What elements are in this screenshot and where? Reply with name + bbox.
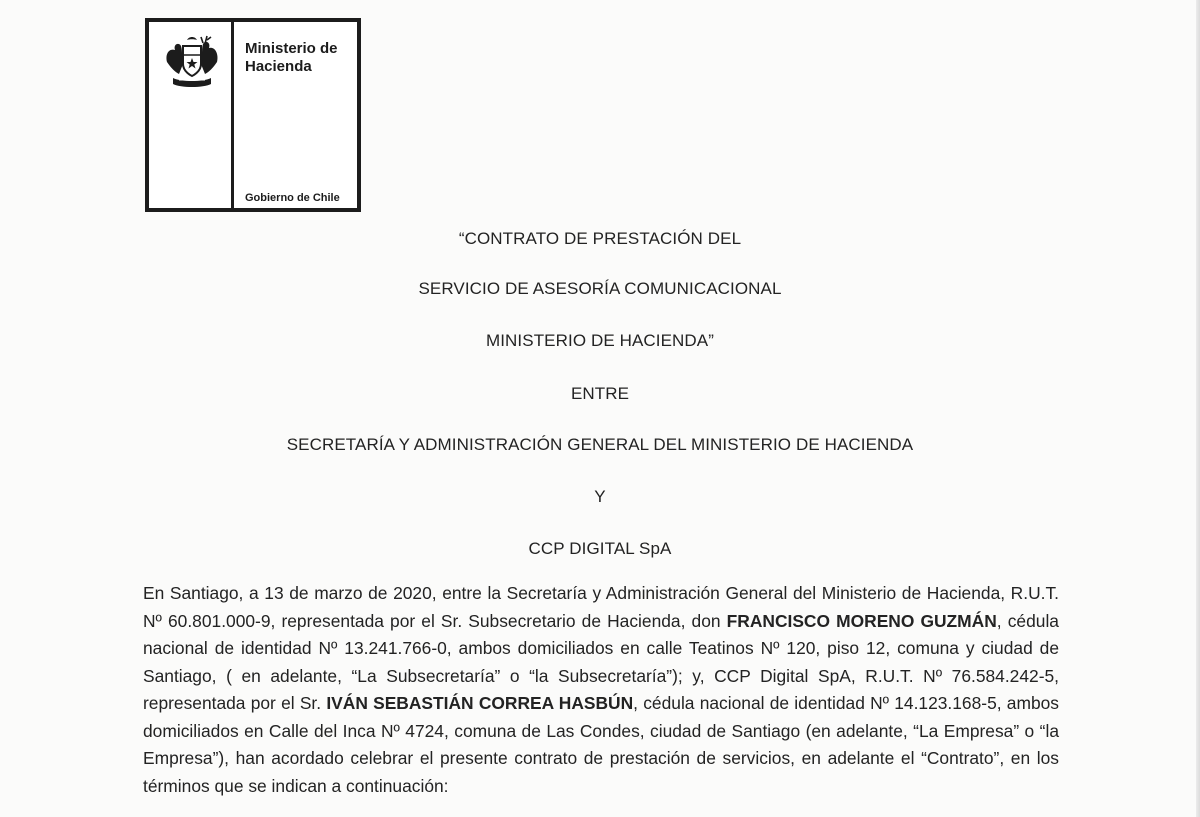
paragraph-part-1: En Santiago, a 13 de marzo de 2020, entre la Secretaría y Administración General del Ministerio de Hacienda, R.U.T. Nº 60.801.000-9, representada por el Sr. Subsecretario de Hacienda, don (143, 583, 1059, 631)
title-line-4: ENTRE (570, 384, 630, 403)
representative-name-2: IVÁN SEBASTIÁN CORREA HASBÚN (326, 693, 634, 713)
paragraph-part-3: , cédula nacional de identidad Nº 14.123.168-5, ambos domiciliados en Calle del Inca Nº 4724, comuna de Las Condes, ciudad de Santiago (en adelante, “La Empresa” o “la Empresa”), han acordado celebrar el presente contrato de prestación de servicios, en adelante el “Contrato”, en los términos que se indican a continuación: (143, 693, 1059, 796)
ministry-name-line1: Ministerio de (245, 40, 338, 57)
title-line-3: MINISTERIO DE HACIENDA” (485, 331, 715, 350)
government-label: Gobierno de Chile (245, 192, 340, 204)
representative-name-1: FRANCISCO MORENO GUZMÁN (726, 610, 997, 631)
ministry-logo (145, 18, 361, 212)
ministry-name-line2: Hacienda (245, 58, 312, 75)
title-line-2: SERVICIO DE ASESORÍA COMUNICACIONAL (418, 279, 782, 298)
chile-coat-of-arms-icon (161, 34, 223, 90)
title-line-5: SECRETARÍA Y ADMINISTRACIÓN GENERAL DEL MINISTERIO DE HACIENDA (286, 435, 914, 454)
title-line-1: “CONTRATO DE PRESTACIÓN DEL (458, 229, 742, 248)
ministry-name (245, 40, 355, 76)
contract-paragraph (143, 580, 1059, 800)
logo-divider (231, 22, 234, 208)
paragraph-part-2: , cédula nacional de identidad Nº 13.241.766-0, ambos domiciliados en calle Teatinos Nº 120, piso 12, comuna y ciudad de Santiago, ( en adelante, “La Subsecretaría” o “la Subsecretaría”); y, CCP Digital SpA, R.U.T. Nº 76.584.242-5, representada por el Sr. (143, 610, 1059, 713)
title-line-6: Y (594, 487, 606, 506)
title-line-7: CCP DIGITAL SpA (528, 539, 672, 558)
scan-edge (1196, 0, 1200, 817)
